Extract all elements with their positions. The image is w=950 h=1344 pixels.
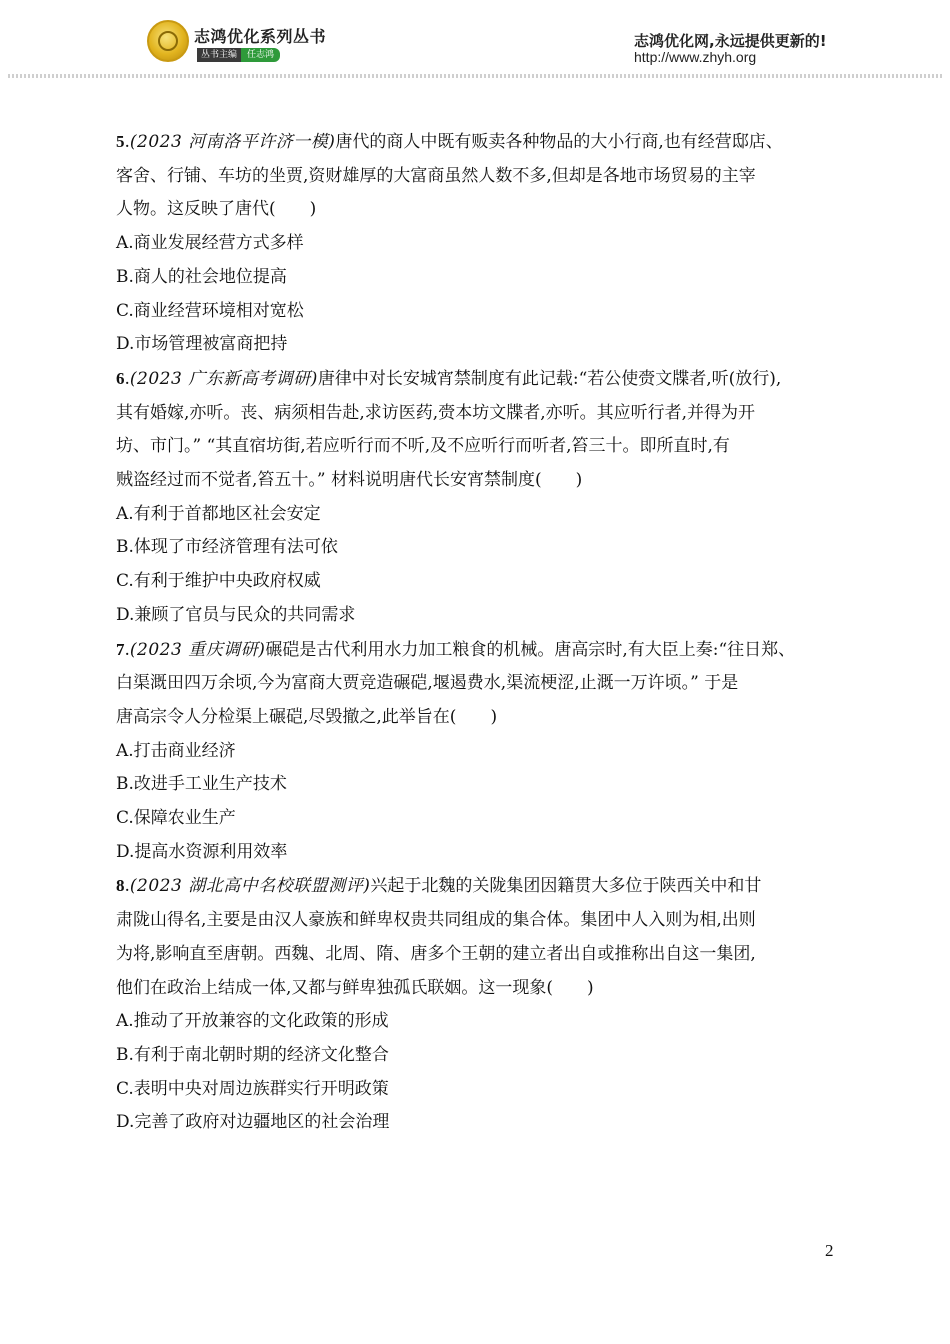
question-5 bbox=[116, 125, 836, 362]
question-stem-line: 客舍、行铺、车坊的坐贾,资财雄厚的大富商虽然人数不多,但却是各地市场贸易的主宰 bbox=[116, 165, 756, 186]
question-stem-line: 他们在政治上结成一体,又都与鲜卑独孤氏联姻。这一现象( ) bbox=[116, 977, 594, 998]
question-source: (2023 重庆调研) bbox=[129, 639, 266, 660]
option-d[interactable]: D.兼顾了官员与民众的共同需求 bbox=[116, 604, 356, 625]
question-7 bbox=[116, 633, 836, 870]
question-stem-line: 坊、市门。” “其直宿坊街,若应听行而不听,及不应听行而听者,笞三十。即所直时,有 bbox=[116, 436, 730, 457]
question-stem-line: 8.(2023 湖北高中名校联盟测评)兴起于北魏的关陇集团因籍贯大多位于陕西关中和甘 bbox=[116, 876, 762, 897]
question-stem-line: 7.(2023 重庆调研)碾硙是古代利用水力加工粮食的机械。唐高宗时,有大臣上奏:“往日郑、 bbox=[116, 639, 796, 660]
question-stem-line: 5.(2023 河南洛平许济一模)唐代的商人中既有贩卖各种物品的大小行商,也有经营邸店、 bbox=[116, 132, 783, 152]
option-d[interactable]: D.提高水资源利用效率 bbox=[116, 841, 288, 862]
option-a[interactable]: A.商业发展经营方式多样 bbox=[116, 233, 304, 254]
series-title: 志鸿优化系列丛书 bbox=[194, 27, 327, 46]
option-c[interactable]: C.表明中央对周边族群实行开明政策 bbox=[116, 1078, 389, 1099]
question-stem-line: 为将,影响直至唐朝。西魏、北周、隋、唐多个王朝的建立者出自或推称出自这一集团, bbox=[116, 943, 756, 964]
page-number: 2 bbox=[825, 1241, 834, 1260]
site-url[interactable]: http://www.zhyh.org bbox=[634, 49, 757, 65]
editor-label: 丛书主编 bbox=[197, 48, 241, 62]
series-logo-icon bbox=[147, 20, 189, 62]
question-8 bbox=[116, 869, 836, 1140]
question-number: 6 bbox=[116, 368, 125, 388]
option-b[interactable]: B.改进手工业生产技术 bbox=[116, 774, 287, 795]
question-stem-line: 贼盗经过而不觉者,笞五十。” 材料说明唐代长安宵禁制度( ) bbox=[116, 470, 583, 491]
slogan: 志鸿优化网,永远提供更新的! bbox=[634, 32, 827, 50]
question-stem-line: 肃陇山得名,主要是由汉人豪族和鲜卑权贵共同组成的集合体。集团中人入则为相,出则 bbox=[116, 910, 756, 931]
option-b[interactable]: B.体现了市经济管理有法可依 bbox=[116, 537, 338, 558]
question-stem-line: 人物。这反映了唐代( ) bbox=[116, 199, 317, 220]
option-a[interactable]: A.推动了开放兼容的文化政策的形成 bbox=[116, 1011, 389, 1032]
question-number: 7 bbox=[116, 639, 125, 659]
question-stem-line: 白渠溉田四万余顷,今为富商大贾竞造碾硙,堰遏费水,渠流梗涩,止溉一万许顷。” 于是 bbox=[116, 673, 739, 694]
question-stem-line: 6.(2023 广东新高考调研)唐律中对长安城宵禁制度有此记载:“若公使赍文牒者,听(放行), bbox=[116, 368, 782, 389]
option-c[interactable]: C.商业经营环境相对宽松 bbox=[116, 300, 304, 321]
page-header bbox=[0, 0, 950, 80]
question-stem-line: 唐高宗令人分检渠上碾硙,尽毁撤之,此举旨在( ) bbox=[116, 706, 498, 727]
question-number: 5 bbox=[116, 132, 125, 151]
option-c[interactable]: C.有利于维护中央政府权威 bbox=[116, 571, 321, 592]
question-source: (2023 湖北高中名校联盟测评) bbox=[129, 876, 371, 897]
question-stem-line: 其有婚嫁,亦听。丧、病须相告赴,求访医药,赍本坊文牒者,亦听。其应听行者,并得为开 bbox=[116, 402, 756, 423]
option-a[interactable]: A.有利于首都地区社会安定 bbox=[116, 503, 321, 524]
option-d[interactable]: D.市场管理被富商把持 bbox=[116, 334, 288, 355]
option-d[interactable]: D.完善了政府对边疆地区的社会治理 bbox=[116, 1112, 390, 1133]
option-a[interactable]: A.打击商业经济 bbox=[116, 740, 236, 761]
question-source: (2023 河南洛平许济一模) bbox=[129, 132, 336, 152]
option-b[interactable]: B.商人的社会地位提高 bbox=[116, 266, 287, 287]
question-list bbox=[116, 125, 836, 1140]
editor-name: 任志鸿 bbox=[241, 48, 280, 62]
question-number: 8 bbox=[116, 876, 125, 896]
question-6 bbox=[116, 362, 836, 633]
option-b[interactable]: B.有利于南北朝时期的经济文化整合 bbox=[116, 1044, 389, 1065]
option-c[interactable]: C.保障农业生产 bbox=[116, 808, 236, 829]
header-divider bbox=[8, 74, 942, 78]
question-source: (2023 广东新高考调研) bbox=[129, 368, 318, 389]
editor-credit bbox=[197, 48, 280, 62]
